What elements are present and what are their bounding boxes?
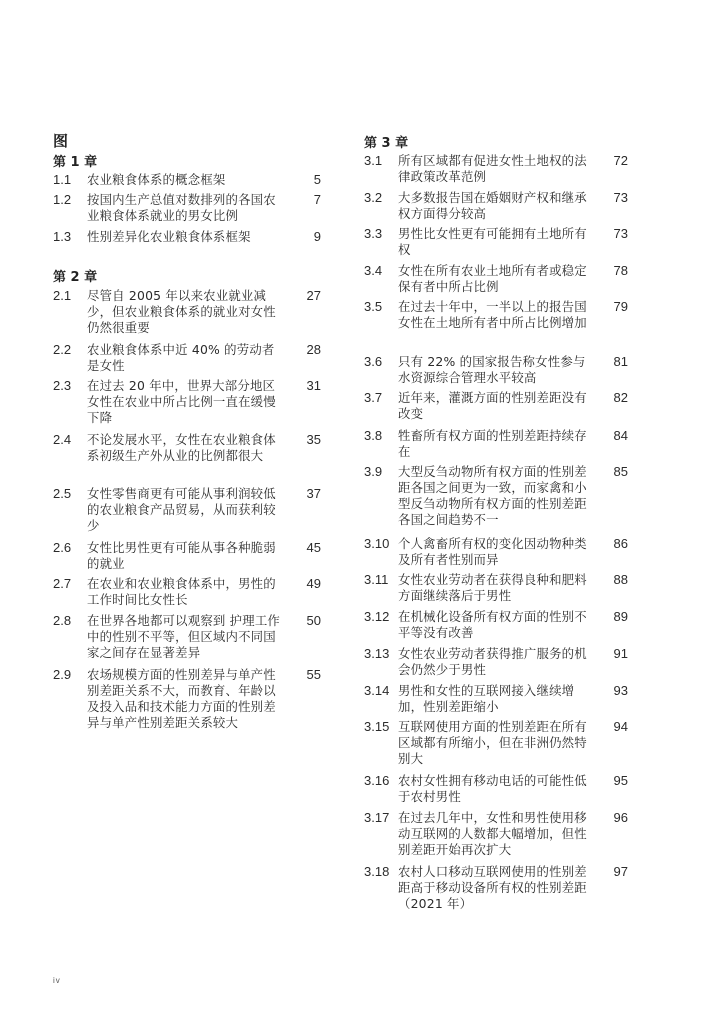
entry-page: 27 xyxy=(306,288,321,303)
entry-page: 49 xyxy=(306,576,321,591)
entry-title: 女性在所有农业土地所有者或稳定保有者中所占比例 xyxy=(398,263,587,294)
chapter-3-heading: 第 3 章 xyxy=(364,136,409,151)
entry-title: 不论发展水平，女性在农业粮食体系初级生产外从业的比例都很大 xyxy=(87,432,276,463)
entry-number: 3.18 xyxy=(364,864,390,879)
entry-number: 3.10 xyxy=(364,536,390,551)
entry-title: 农村人口移动互联网使用的性别差距高于移动设备所有权的性别差距（2021 年） xyxy=(398,864,587,911)
page-title: 图 xyxy=(53,132,69,150)
entry-title: 尽管自 2005 年以来农业就业减少，但农业粮食体系的就业对女性仍然很重要 xyxy=(87,288,276,335)
entry-number: 3.17 xyxy=(364,810,390,825)
entry-page: 79 xyxy=(613,299,628,314)
entry-page: 73 xyxy=(613,226,628,241)
entry-page: 96 xyxy=(613,810,628,825)
entry-page: 72 xyxy=(613,153,628,168)
entry-title: 牲畜所有权方面的性别差距持续存在 xyxy=(398,428,587,459)
entry-page: 50 xyxy=(306,613,321,628)
entry-page: 9 xyxy=(313,229,321,244)
entry-number: 3.11 xyxy=(364,572,389,587)
entry-number: 3.16 xyxy=(364,773,390,788)
entry-number: 2.1 xyxy=(53,288,72,303)
entry-page: 81 xyxy=(613,354,628,369)
entry-page: 31 xyxy=(306,378,321,393)
chapter-1-heading: 第 1 章 xyxy=(53,155,98,170)
entry-page: 94 xyxy=(613,719,628,734)
chapter-2-heading: 第 2 章 xyxy=(53,270,98,285)
entry-page: 35 xyxy=(306,432,321,447)
entry-number: 3.14 xyxy=(364,683,390,698)
entry-number: 3.4 xyxy=(364,263,383,278)
entry-number: 2.7 xyxy=(53,576,72,591)
entry-number: 2.8 xyxy=(53,613,72,628)
entry-number: 3.7 xyxy=(364,390,383,405)
entry-page: 89 xyxy=(613,609,628,624)
entry-title: 女性零售商更有可能从事利润较低的农业粮食产品贸易，从而获利较少 xyxy=(87,486,276,533)
entry-number: 2.6 xyxy=(53,540,72,555)
entry-page: 97 xyxy=(613,864,628,879)
entry-title: 男性和女性的互联网接入继续增加，性别差距缩小 xyxy=(398,683,575,714)
entry-number: 3.3 xyxy=(364,226,383,241)
entry-title: 在机械化设备所有权方面的性别不平等没有改善 xyxy=(398,609,587,640)
entry-title: 在农业和农业粮食体系中，男性的工作时间比女性长 xyxy=(87,576,276,607)
entry-title: 农场规模方面的性别差异与单产性别差距关系不大，而教育、年龄以及投入品和技术能力方面的性别差异与单产性别差距关系较大 xyxy=(87,667,276,730)
entry-page: 84 xyxy=(613,428,628,443)
entry-page: 93 xyxy=(613,683,628,698)
entry-page: 78 xyxy=(613,263,628,278)
entry-title: 女性比男性更有可能从事各种脆弱的就业 xyxy=(87,540,276,571)
entry-number: 3.6 xyxy=(364,354,383,369)
entry-number: 3.2 xyxy=(364,190,383,205)
entry-number: 2.9 xyxy=(53,667,72,682)
entry-page: 7 xyxy=(313,192,321,207)
entry-title: 农业粮食体系的概念框架 xyxy=(87,172,226,187)
entry-title: 性别差异化农业粮食体系框架 xyxy=(87,229,251,244)
entry-title: 在过去几年中，女性和男性使用移动互联网的人数都大幅增加，但性别差距开始再次扩大 xyxy=(398,810,587,857)
entry-page: 82 xyxy=(613,390,628,405)
entry-page: 73 xyxy=(613,190,628,205)
entry-page: 95 xyxy=(613,773,628,788)
page-number-footer: iv xyxy=(53,976,61,985)
entry-title: 在世界各地都可以观察到 护理工作中的性别不平等，但区域内不同国家之间存在显著差异 xyxy=(87,613,280,660)
entry-page: 88 xyxy=(613,572,628,587)
entry-title: 在过去 20 年中，世界大部分地区女性在农业中所占比例一直在缓慢下降 xyxy=(87,378,276,425)
entry-number: 3.8 xyxy=(364,428,383,443)
entry-number: 2.3 xyxy=(53,378,72,393)
entry-title: 女性农业劳动者获得推广服务的机会仍然少于男性 xyxy=(398,646,587,677)
entry-title: 农村女性拥有移动电话的可能性低于农村男性 xyxy=(398,773,587,804)
entry-title: 互联网使用方面的性别差距在所有区域都有所缩小，但在非洲仍然特别大 xyxy=(398,719,587,766)
entry-number: 1.2 xyxy=(53,192,72,207)
entry-title: 大型反刍动物所有权方面的性别差距各国之间更为一致，而家禽和小型反刍动物所有权方面的性别差距各国之间趋势不一 xyxy=(398,464,587,527)
entry-title: 男性比女性更有可能拥有土地所有权 xyxy=(398,226,587,257)
entry-title: 女性农业劳动者在获得良种和肥料方面继续落后于男性 xyxy=(398,572,587,603)
entry-number: 3.13 xyxy=(364,646,390,661)
entry-number: 1.3 xyxy=(53,229,72,244)
entry-page: 45 xyxy=(306,540,321,555)
entry-page: 91 xyxy=(613,646,628,661)
entry-page: 5 xyxy=(313,172,321,187)
entry-number: 3.15 xyxy=(364,719,390,734)
entry-page: 55 xyxy=(306,667,321,682)
entry-title: 在过去十年中，一半以上的报告国女性在土地所有者中所占比例增加 xyxy=(398,299,587,330)
entry-page: 85 xyxy=(613,464,628,479)
entry-number: 3.5 xyxy=(364,299,383,314)
entry-title: 按国内生产总值对数排列的各国农业粮食体系就业的男女比例 xyxy=(87,192,276,223)
entry-title: 农业粮食体系中近 40% 的劳动者是女性 xyxy=(87,342,275,373)
entry-title: 个人禽畜所有权的变化因动物种类及所有者性别而异 xyxy=(398,536,587,567)
entry-number: 3.9 xyxy=(364,464,383,479)
entry-title: 所有区域都有促进女性土地权的法律政策改革范例 xyxy=(398,153,587,184)
entry-number: 2.2 xyxy=(53,342,72,357)
entry-title: 只有 22% 的国家报告称女性参与水资源综合管理水平较高 xyxy=(398,354,586,385)
entry-number: 3.1 xyxy=(364,153,383,168)
entry-number: 3.12 xyxy=(364,609,390,624)
entry-page: 86 xyxy=(613,536,628,551)
entry-number: 2.4 xyxy=(53,432,72,447)
entry-page: 28 xyxy=(306,342,321,357)
entry-number: 1.1 xyxy=(53,172,72,187)
entry-page: 37 xyxy=(306,486,321,501)
entry-number: 2.5 xyxy=(53,486,72,501)
entry-title: 近年来，灌溉方面的性别差距没有改变 xyxy=(398,390,587,421)
entry-title: 大多数报告国在婚姻财产权和继承权方面得分较高 xyxy=(398,190,587,221)
